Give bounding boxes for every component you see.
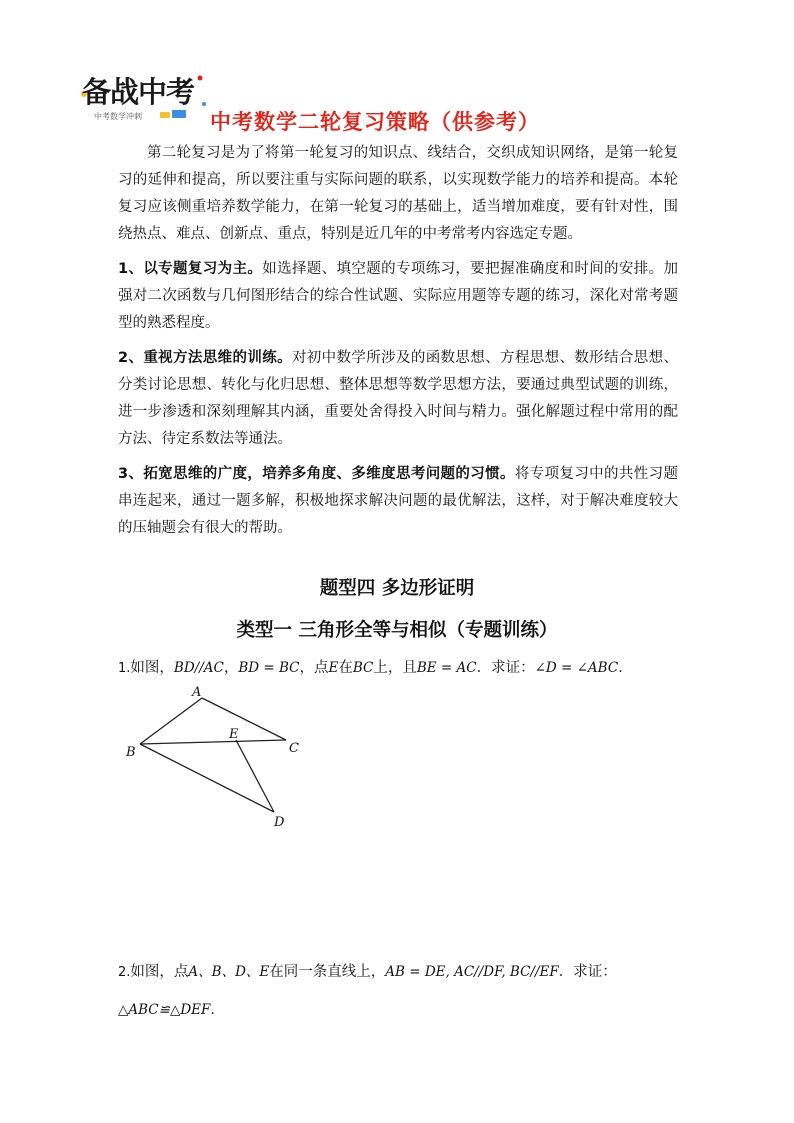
q1-math-3: E	[328, 660, 339, 676]
logo-subtext: 中考数学冲刺	[94, 112, 142, 121]
q1-text-3: ，点	[299, 660, 329, 676]
label-c: C	[289, 741, 299, 756]
logo-image	[72, 64, 212, 126]
intro-paragraph: 第二轮复习是为了将第一轮复习的知识点、线结合，交织成知识网络，是第一轮复习的延伸和提高，所以要注重与实际问题的联系，以实现数学能力的培养和提高。本轮复习应该侧重培养数学能力，在第一轮复习的基础上，适当增加难度，要有针对性，围绕热点、难点、创新点、重点，特别是近几年的中考常考内容选定专题。	[118, 145, 678, 242]
section-title: 题型四 多边形证明	[319, 578, 475, 599]
question-2	[118, 960, 617, 981]
segment-ac	[202, 698, 286, 740]
label-a: A	[192, 685, 202, 700]
q1-text-5: 上，且	[373, 660, 417, 676]
segment-bc	[140, 740, 286, 744]
q1-math-4: BC	[352, 660, 374, 676]
point-1-text: 如选择题、填空题的专项练习，要把握准确度和时间的安排。加强对二次函数与几何图形结合的综合性试题、实际应用题等专题的练习，深化对常考题型的熟悉程度。	[118, 261, 678, 331]
q2-math-1: A、B、D、E	[188, 964, 270, 980]
q1-math-5: BE = AC	[416, 660, 477, 676]
label-d: D	[274, 815, 285, 830]
question-2-conclusion	[118, 998, 225, 1019]
q1-text-6: ．求证：	[476, 660, 535, 676]
q1-text-1: 如图，	[130, 660, 174, 676]
point-2	[118, 345, 678, 453]
logo-text: 备战中考	[82, 75, 195, 109]
q2-text-2: 在同一条直线上，	[269, 964, 386, 980]
point-1	[118, 256, 678, 337]
q1-text-7: ．	[618, 660, 633, 676]
segment-ab	[140, 698, 202, 744]
q2-text-3: ．求证：	[558, 964, 617, 980]
subsection-title: 类型一 三角形全等与相似（专题训练）	[236, 620, 558, 641]
q2-text-4: ．	[210, 1002, 225, 1018]
question-2-number: 2.	[118, 965, 131, 980]
point-2-label: 2、重视方法思维的训练。	[118, 350, 292, 366]
q1-math-6: ∠D = ∠ABC	[534, 660, 619, 676]
q1-text-4: 在	[338, 660, 353, 676]
label-b: B	[126, 745, 136, 760]
segment-ed	[236, 740, 274, 812]
point-3	[118, 461, 678, 542]
q2-math-3: △ABC≌△DEF	[118, 1002, 211, 1018]
segment-bd	[140, 744, 274, 812]
q2-text-1: 如图，点	[130, 964, 189, 980]
page-title: 中考数学二轮复习策略（供参考）	[210, 110, 540, 134]
point-3-text: 将专项复习中的共性习题串连起来，通过一题多解，积极地探求解决问题的最优解法，这样，对于解决难度较大的压轴题会有很大的帮助。	[118, 466, 678, 536]
question-1	[118, 656, 633, 677]
question-1-number: 1.	[118, 661, 131, 676]
question-1-figure	[118, 680, 318, 830]
q1-text-2: ，	[223, 660, 239, 676]
point-2-text: 对初中数学所涉及的函数思想、方程思想、数形结合思想、分类讨论思想、转化与化归思想、整体思想等数学思想方法，要通过典型试题的训练，进一步渗透和深刻理解其内涵，重要处舍得投入时间与精力。强化解题过程中常用的配方法、待定系数法等通法。	[118, 350, 678, 447]
q1-math-2: BD = BC	[238, 660, 300, 676]
label-e: E	[229, 727, 239, 742]
q1-math-1: BD//AC	[173, 660, 224, 676]
point-3-label: 3、拓宽思维的广度，培养多角度、多维度思考问题的习惯。	[118, 466, 515, 482]
q2-math-2: AB = DE, AC//DF, BC//EF	[385, 964, 559, 980]
point-1-label: 1、以专题复习为主。	[118, 261, 263, 277]
